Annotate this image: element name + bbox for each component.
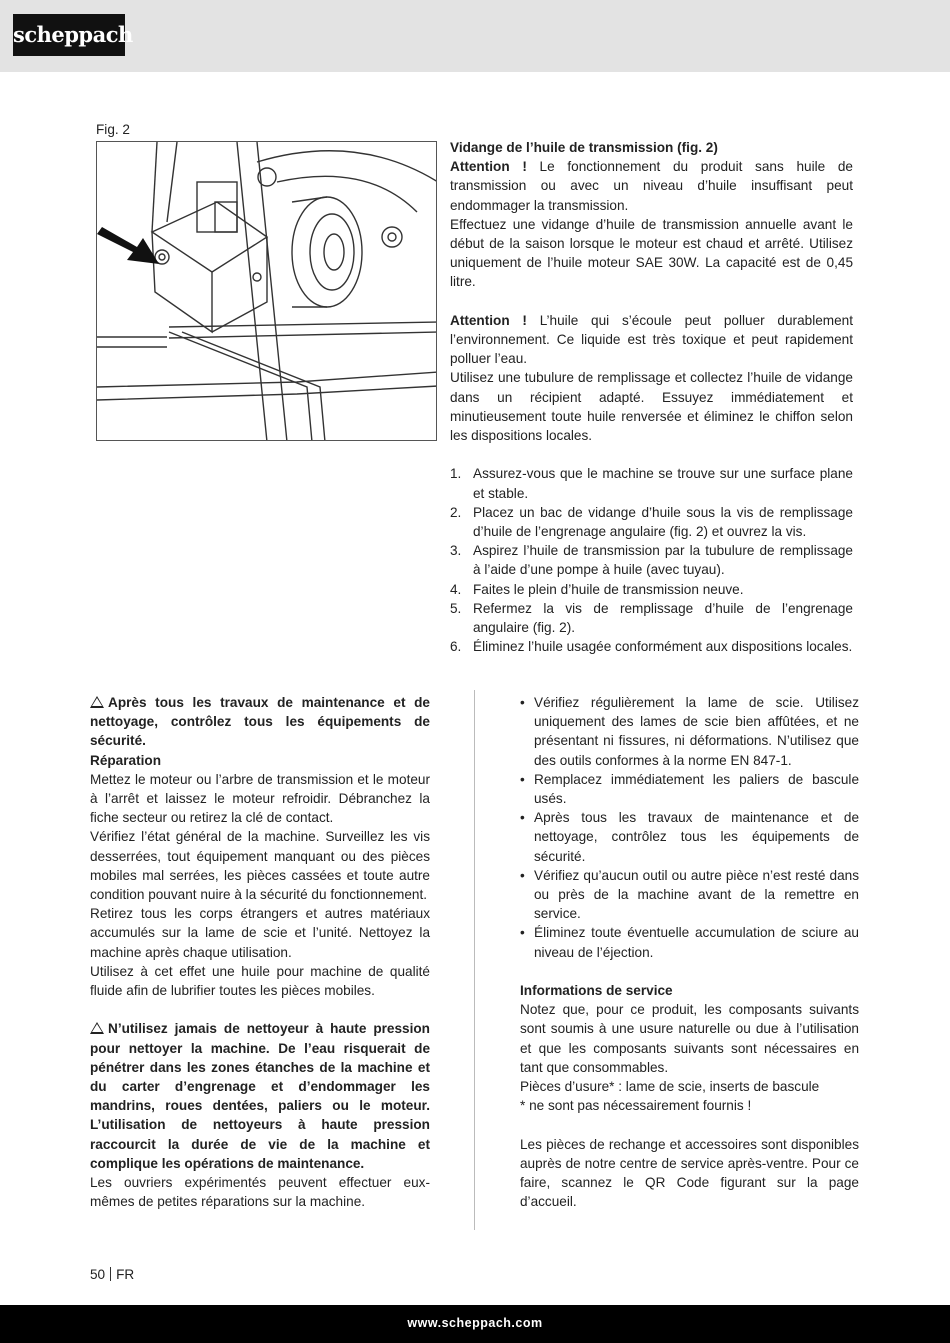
list-item: • Éliminez toute éventuelle accumulation de sciure au niveau de l’éjection. <box>520 925 859 960</box>
page-footer-number <box>90 1265 134 1284</box>
attention-text: Le fonctionnement du produit sans huile de transmission ou avec un niveau d’huile insuffisant peut endommager la transmission. <box>450 159 853 213</box>
list-item: 4. Faites le plein d’huile de transmission neuve. <box>450 581 744 597</box>
repair-paragraph-3: Retirez tous les corps étrangers et autres matériaux accumulés sur la lame de scie et l’unité. Nettoyez la machine après chaque utilisation. <box>90 906 430 960</box>
gearbox-oil-section <box>450 138 853 656</box>
header-bar <box>0 0 950 72</box>
repair-paragraph-5: Les ouvriers expérimentés peuvent effectuer eux-mêmes de petites réparations sur la machine. <box>90 1175 430 1210</box>
machine-drawing <box>97 142 437 441</box>
attention-label: Attention ! <box>450 312 527 328</box>
list-item: 5. Refermez la vis de remplissage d’huile de l’engrenage angulaire (fig. 2). <box>450 600 853 636</box>
column-divider <box>474 690 475 1230</box>
arrow-icon <box>97 227 159 264</box>
repair-paragraph-4: Utilisez à cet effet une huile pour machine de qualité fluide afin de lubrifier toutes les pièces mobiles. <box>90 963 430 999</box>
warning-icon <box>90 696 104 708</box>
footer-bar <box>0 1305 950 1343</box>
service-paragraph-1: Notez que, pour ce produit, les composants suivants sont soumis à une usure naturelle ou due à l’utilisation et que les composants suivants sont nécessaires en tant que consommables. <box>520 1002 859 1075</box>
repair-paragraph-1: Mettez le moteur ou l’arbre de transmission et le moteur à l’arrêt et laissez le moteur refroidir. Débranchez la fiche secteur ou retirez la clé de contact. <box>90 771 430 826</box>
list-item: 2. Placez un bac de vidange d’huile sous la vis de remplissage d’huile de l’engrenage angulaire (fig. 2) et ouvrez la vis. <box>450 504 853 540</box>
figure-illustration <box>96 141 437 441</box>
figure-label: Fig. 2 <box>96 122 130 137</box>
safety-warning-2: N’utilisez jamais de nettoyeur à haute pression pour nettoyer la machine. De l’eau risquerait de pénétrer dans les zones étanches de la machine et du carter d’engrenage et d’endommager les mandrins, roues dentées, paliers ou le moteur. L’utilisation de nettoyeurs à haute pression raccourcit la durée de vie de la machine et complique les opérations de maintenance. <box>90 1021 430 1171</box>
checks-and-service-section <box>520 693 859 1211</box>
list-item: • Remplacez immédiatement les paliers de bascule usés. <box>520 771 859 807</box>
repair-paragraph-2: Vérifiez l’état général de la machine. Surveillez les vis desserrées, tout équipement manquant ou des pièces mobiles mal serrées, les pièces cassées et toute autre condition pouvant nuire à la sécurité du fonctionnement. <box>90 829 430 903</box>
section-heading: Vidange de l’huile de transmission (fig. 2) <box>450 140 718 155</box>
footnote-line: * ne sont pas nécessairement fournis ! <box>520 1098 752 1114</box>
page-number: 50 <box>90 1267 106 1282</box>
list-item: • Vérifiez régulièrement la lame de scie. Utilisez uniquement des lames de scie bien affûtées, et ne présentant ni fissures, ni déformations. N’utilisez que des outils conformes à la norme EN 847-1. <box>520 695 859 768</box>
repair-heading: Réparation <box>90 752 162 768</box>
attention-label: Attention ! <box>450 159 527 175</box>
safety-warning-1: Après tous les travaux de maintenance et de nettoyage, contrôlez tous les équipements de sécurité. <box>90 695 430 749</box>
language-code: FR <box>116 1267 135 1282</box>
maintenance-section <box>90 693 430 1211</box>
list-item: 3. Aspirez l’huile de transmission par la tubulure de remplissage à l’aide d’une pompe à huile (avec tuyau). <box>450 543 853 578</box>
warning-icon <box>90 1022 104 1034</box>
wear-parts-line: Pièces d’usure* : lame de scie, inserts de bascule <box>520 1079 820 1095</box>
attention-paragraph-1 <box>450 157 853 215</box>
service-heading: Informations de service <box>520 983 673 999</box>
list-item: 1. Assurez-vous que le machine se trouve sur une surface plane et stable. <box>450 466 853 501</box>
brand-logo: scheppach <box>13 14 125 56</box>
steps-list <box>450 464 853 656</box>
checks-list <box>520 693 859 962</box>
website-link[interactable]: www.scheppach.com <box>407 1316 543 1330</box>
attention-paragraph-2 <box>450 311 853 369</box>
attention-text: L’huile qui s’écoule peut polluer durablement l’environnement. Ce liquide est très toxique et peut rapidement polluer l’eau. <box>450 312 854 367</box>
list-item: • Vérifiez qu’aucun outil ou autre pièce n’est resté dans ou près de la machine avant de la remettre en service. <box>520 867 859 922</box>
collection-paragraph: Utilisez une tubulure de remplissage et collectez l’huile de vidange dans un récipient adapté. Essuyez immédiatement et minutieusement toute huile renversée et éliminez le chiffon selon les dispositions locales. <box>450 370 853 444</box>
service-paragraph-2: Les pièces de rechange et accessoires sont disponibles auprès de notre centre de service après-ventre. Pour ce faire, scannez le QR Code figurant sur la page d’accueil. <box>520 1136 859 1210</box>
list-item: 6. Éliminez l’huile usagée conformément aux dispositions locales. <box>450 639 853 655</box>
oil-change-paragraph: Effectuez une vidange d’huile de transmission annuelle avant le début de la saison lorsque le moteur est chaud et arrêté. Utilisez uniquement de l’huile moteur SAE 30W. La capacité est de 0,45 litre. <box>450 216 853 290</box>
list-item: • Après tous les travaux de maintenance et de nettoyage, contrôlez tous les équipements de sécurité. <box>520 810 859 864</box>
